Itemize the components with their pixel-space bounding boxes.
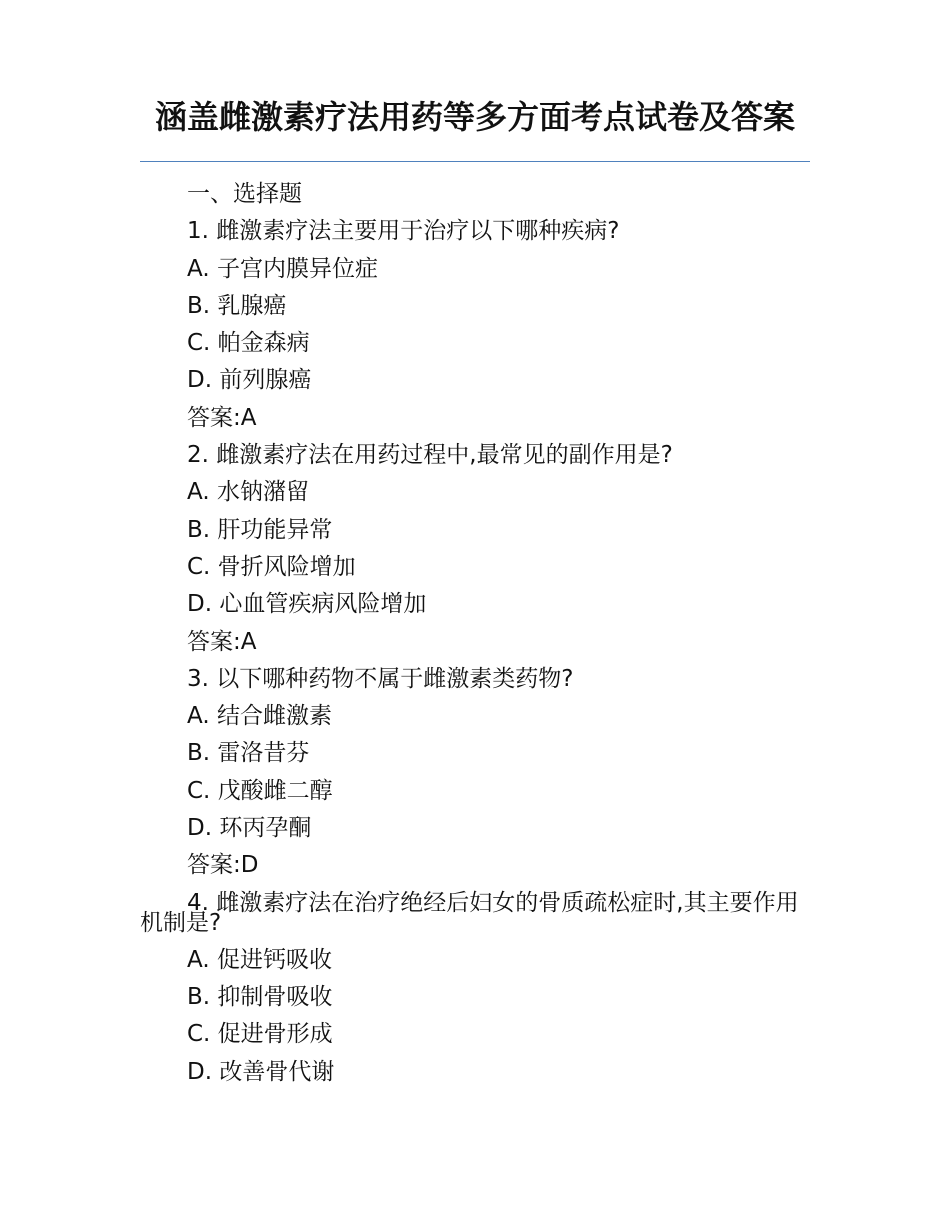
option-text: B. 抑制骨吸收 [187,983,333,1010]
option-text: D. 环丙孕酮 [187,815,312,842]
question-text: 2. 雌激素疗法在用药过程中,最常见的副作用是? [187,442,673,469]
question-text: 1. 雌激素疗法主要用于治疗以下哪种疾病? [187,218,620,245]
question-list [140,176,810,1091]
option-text: A. 水钠潴留 [187,479,309,506]
option-text: A. 子宫内膜异位症 [187,255,378,282]
question-text: 4. 雌激素疗法在治疗绝经后妇女的骨质疏松症时,其主要作用机制是? [140,889,799,936]
option-text: D. 前列腺癌 [187,367,312,394]
title-underline [140,161,810,162]
document-title: 涵盖雌激素疗法用药等多方面考点试卷及答案 [154,98,795,136]
option-text: B. 肝功能异常 [187,516,333,543]
option-text: C. 促进骨形成 [187,1021,333,1048]
option-text: B. 乳腺癌 [187,292,287,319]
section-heading: 一、选择题 [187,181,302,207]
answer-text: 答案:A [187,404,257,431]
option-text: C. 帕金森病 [187,330,310,357]
option-text: C. 戊酸雌二醇 [187,777,333,804]
option-text: A. 结合雌激素 [187,703,332,730]
option-text: D. 心血管疾病风险增加 [187,591,427,618]
option-text: D. 改善骨代谢 [187,1058,335,1085]
answer-text: 答案:D [187,852,259,879]
question-text: 3. 以下哪种药物不属于雌激素类药物? [187,665,574,692]
option-text: B. 雷洛昔芬 [187,740,310,767]
answer-text: 答案:A [187,628,257,655]
option-text: A. 促进钙吸收 [187,946,332,973]
option-text: C. 骨折风险增加 [187,553,356,580]
